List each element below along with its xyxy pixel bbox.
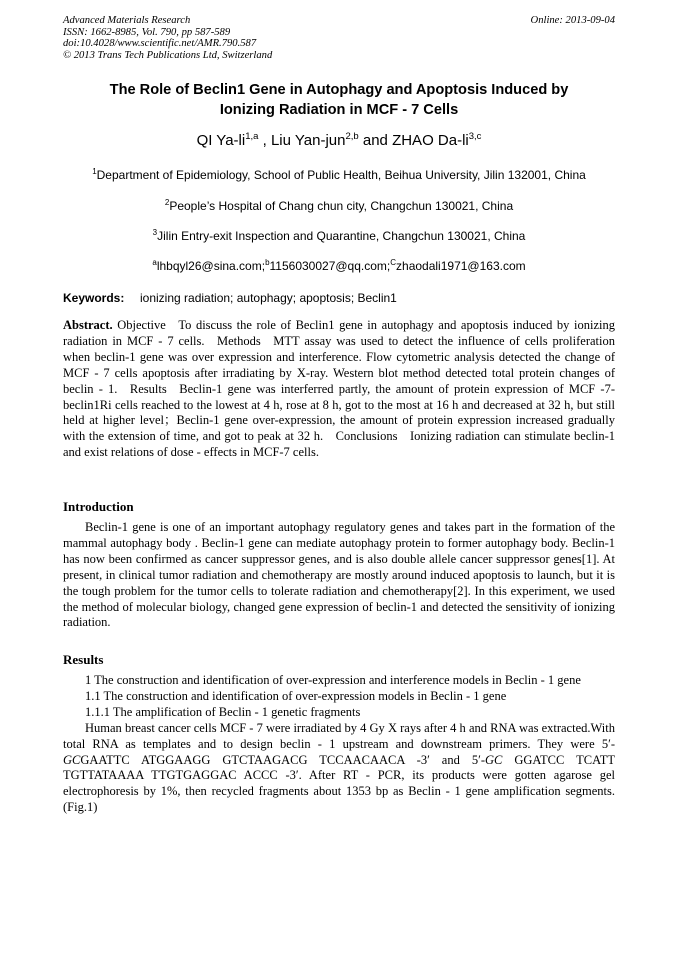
affiliation-1-sup: 1 xyxy=(92,167,97,176)
primer-prefix-1: 5′- xyxy=(601,736,615,751)
copyright-line: © 2013 Trans Tech Publications Ltd, Switzerland xyxy=(63,49,273,61)
keywords-label: Keywords: xyxy=(63,291,125,305)
affiliation-2 xyxy=(63,198,615,214)
primer-italic-2: GC xyxy=(484,752,503,767)
results-heading: Results xyxy=(63,652,104,667)
email-b-sup: b xyxy=(265,258,270,267)
affiliation-1-text: Department of Epidemiology, School of Public Health, Beihua University, Jilin 132001, China xyxy=(96,168,586,182)
results-subheading-1: 1 The construction and identification of over-expression and interference models in Beclin - 1 gene xyxy=(85,673,581,687)
title-line-1: The Role of Beclin1 Gene in Autophagy and Apoptosis Induced by xyxy=(109,82,569,98)
results-subheading-3: 1.1.1 The amplification of Beclin - 1 genetic fragments xyxy=(85,704,361,719)
keywords-text: ionizing radiation; autophagy; apoptosis; Beclin1 xyxy=(140,291,397,305)
issn-line: ISSN: 1662-8985, Vol. 790, pp 587-589 xyxy=(63,26,231,38)
affiliation-3-text: Jilin Entry-exit Inspection and Quarantine, Changchun 130021, China xyxy=(157,229,526,243)
abstract-label: Abstract. xyxy=(63,318,113,332)
author-list xyxy=(63,131,615,151)
results-text-b: GGATCC TCATT TGTTATAAAA TTGTGAGGAC ACCC -3′. After RT - PCR, its products were gotten agarose gel electrophoresis by 1%, then recycled fragments about 1353 bp as Beclin - 1 gene amplification segments. (Fig.1) xyxy=(63,752,615,815)
affiliation-2-text: People’s Hospital of Chang chun city, Changchun 130021, China xyxy=(169,199,514,213)
online-date: Online: 2013-09-04 xyxy=(530,15,615,26)
keywords xyxy=(63,290,615,306)
affiliation-3 xyxy=(63,228,615,244)
journal-header xyxy=(63,15,615,61)
author-2-sup: 2,b xyxy=(345,131,359,142)
email-c[interactable]: zhaodali1971@163.com xyxy=(396,259,526,273)
author-3: ZHAO Da-li xyxy=(392,132,469,149)
author-separator: , xyxy=(258,132,271,149)
email-a-sup: a xyxy=(152,258,157,267)
paper-title xyxy=(63,80,615,120)
author-separator: and xyxy=(358,132,393,149)
abstract xyxy=(63,318,615,461)
results-body xyxy=(63,673,615,816)
results-text-a: Human breast cancer cells MCF - 7 were irradiated by 4 Gy X rays after 4 h and RNA was extracted.With total RNA as templates and to design beclin - 1 upstream and downstream primers. They were xyxy=(63,720,615,751)
email-b[interactable]: 1156030027@qq.com; xyxy=(269,259,391,273)
introduction-paragraph: Beclin-1 gene is one of an important autophagy regulatory genes and takes part in the formation of the mammal autophagy body . Beclin-1 gene can mediate autophagy protein to former autophagy body. Beclin-1 has now been confirmed as cancer suppressor genes, and is also double allele cancer suppressor genes[1]. At present, in clinical tumor radiation and chemotherapy are mostly around induced apoptosis to launch, but it is the tough problem for the tumor cells to tolerate radiation and chemotherapy[2]. In this experiment, we used the method of molecular biology, changed gene expression of beclin-1 and detected the sensitivity of ionizing radiation. xyxy=(63,520,615,630)
affiliation-3-sup: 3 xyxy=(152,228,158,237)
author-2: Liu Yan-jun xyxy=(270,132,346,149)
affiliation-2-sup: 2 xyxy=(164,198,170,207)
author-3-sup: 3,c xyxy=(468,131,482,142)
primer-italic-1: GC xyxy=(63,752,81,767)
email-a[interactable]: lhbqyl26@sina.com; xyxy=(156,259,266,273)
author-1-sup: 1,a xyxy=(245,131,259,142)
doi-line[interactable]: doi:10.4028/www.scientific.net/AMR.790.587 xyxy=(63,38,257,49)
email-list xyxy=(63,258,615,274)
author-1: QI Ya-li xyxy=(196,132,246,149)
abstract-text: Objective To discuss the role of Beclin1 gene in autophagy and apoptosis induced by ionizing radiation in MCF - 7 cells. Methods MTT assay was used to detect the influence of cells proliferation when beclin-1 gene was over expression and interference. Flow cytometric analysis detected the change of MCF - 7 cells apoptosis after irradiating by X-ray. Western blot method detected total protein changes of beclin - 1. Results Beclin-1 gene was interferred partly, the amount of protein expression of MCF -7-beclin1Ri cells reached to the lowest at 4 h, rose at 8 h, got to the most at 16 h and decreased at 32 h, but still held at higher level；Beclin-1 gene over-expression, the amount of protein expression increased gradually with the extension of time, and got to peak at 32 h. Conclusions Ionizing radiation can stimulate beclin-1 and exist relations of dose - effects in MCF-7 cells. xyxy=(63,318,615,460)
journal-name: Advanced Materials Research xyxy=(63,15,191,26)
results-paragraph xyxy=(63,721,615,816)
email-c-sup: C xyxy=(390,258,397,267)
primer-sequence-1: GAATTC ATGGAAGG GTCTAAGACG TCCAACAACA -3′ and 5′- xyxy=(80,752,485,767)
introduction-body xyxy=(63,520,615,631)
title-line-2: Ionizing Radiation in MCF - 7 Cells xyxy=(219,102,459,118)
introduction-heading: Introduction xyxy=(63,499,134,514)
results-subheading-2: 1.1 The construction and identification of over-expression models in Beclin - 1 gene xyxy=(85,688,507,703)
affiliation-1 xyxy=(63,167,615,183)
